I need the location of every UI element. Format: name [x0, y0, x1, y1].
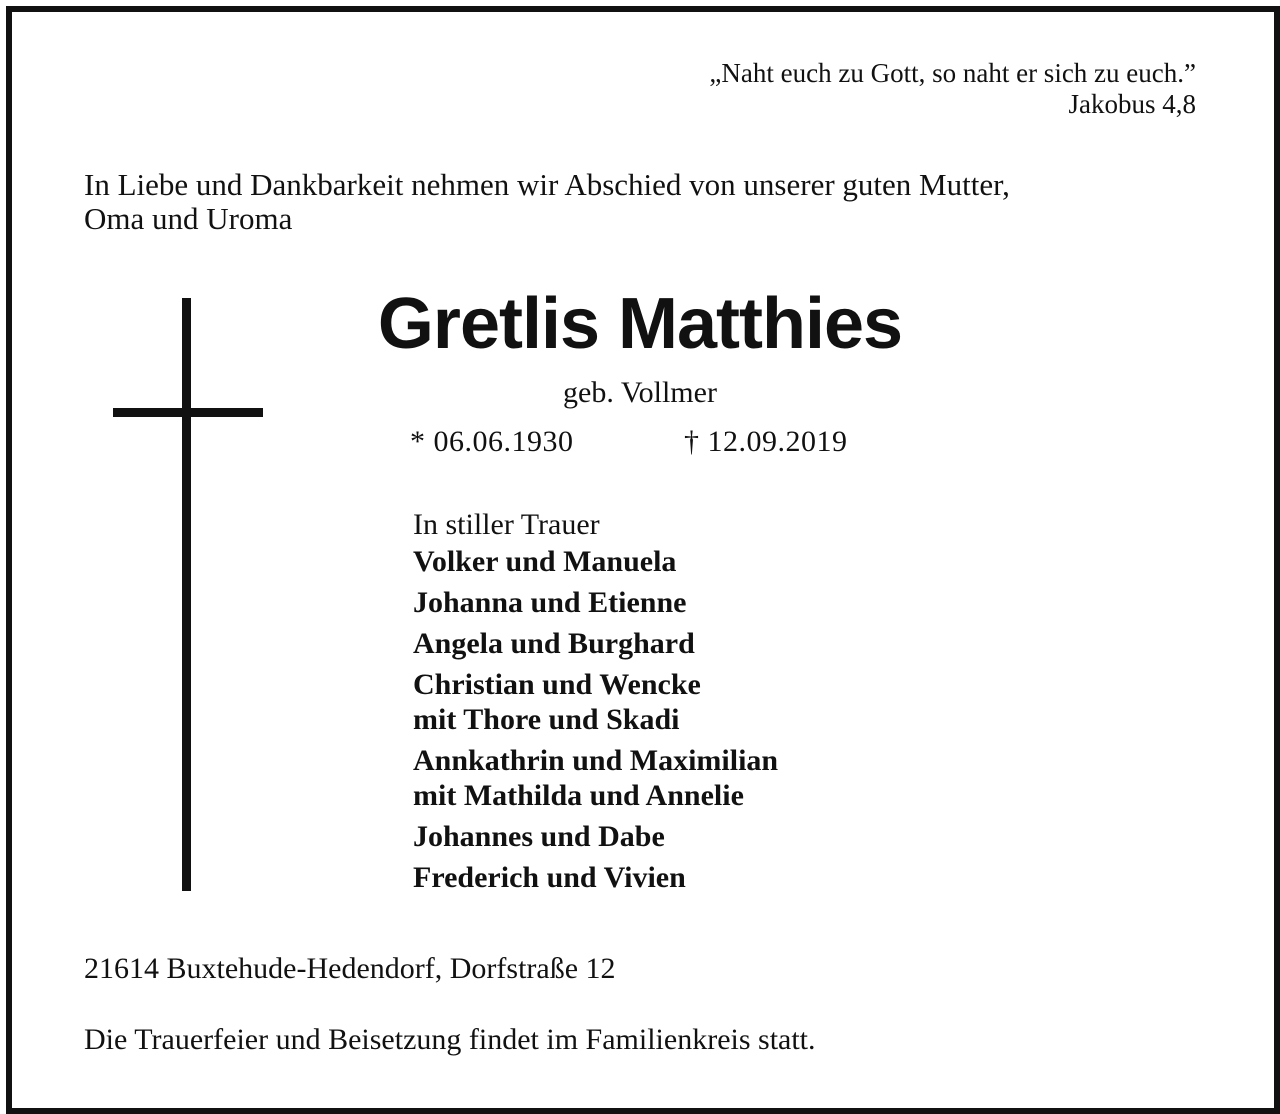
family-entry-line: Annkathrin und Maximilian	[413, 744, 779, 777]
quote-reference: Jakobus 4,8	[1068, 89, 1196, 119]
family-entry-line: Frederich und Vivien	[413, 861, 686, 894]
family-entry-line: Johannes und Dabe	[413, 820, 665, 853]
family-entry-subline: mit Thore und Skadi	[413, 703, 680, 736]
family-address: 21614 Buxtehude-Hedendorf, Dorfstraße 12	[84, 952, 616, 985]
deceased-name: Gretlis Matthies	[377, 284, 903, 364]
family-list	[413, 544, 778, 895]
funeral-notice: Die Trauerfeier und Beisetzung findet im Familienkreis statt.	[84, 1023, 816, 1056]
death-date: † 12.09.2019	[684, 425, 848, 458]
family-entry	[413, 860, 778, 895]
family-entry	[413, 544, 778, 579]
mourners-heading: In stiller Trauer	[413, 508, 600, 541]
family-entry-line: Volker und Manuela	[413, 545, 677, 578]
bible-quote	[709, 58, 1196, 120]
mourners-section	[413, 506, 778, 901]
family-entry-line: Christian und Wencke	[413, 668, 701, 701]
family-entry	[413, 585, 778, 620]
family-entry-subline: mit Mathilda und Annelie	[413, 779, 744, 812]
intro-line-1: In Liebe und Dankbarkeit nehmen wir Abschied von unserer guten Mutter,	[84, 167, 1010, 202]
family-entry	[413, 743, 778, 813]
family-entry-line: Johanna und Etienne	[413, 586, 687, 619]
family-entry	[413, 819, 778, 854]
family-entry	[413, 626, 778, 661]
quote-text: „Naht euch zu Gott, so naht er sich zu euch.”	[709, 58, 1196, 88]
birth-name: geb. Vollmer	[563, 376, 717, 409]
family-entry-line: Angela und Burghard	[413, 627, 695, 660]
birth-date: * 06.06.1930	[410, 425, 574, 458]
family-entry	[413, 667, 778, 737]
intro-text	[84, 168, 1204, 236]
intro-line-2: Oma und Uroma	[84, 201, 293, 236]
